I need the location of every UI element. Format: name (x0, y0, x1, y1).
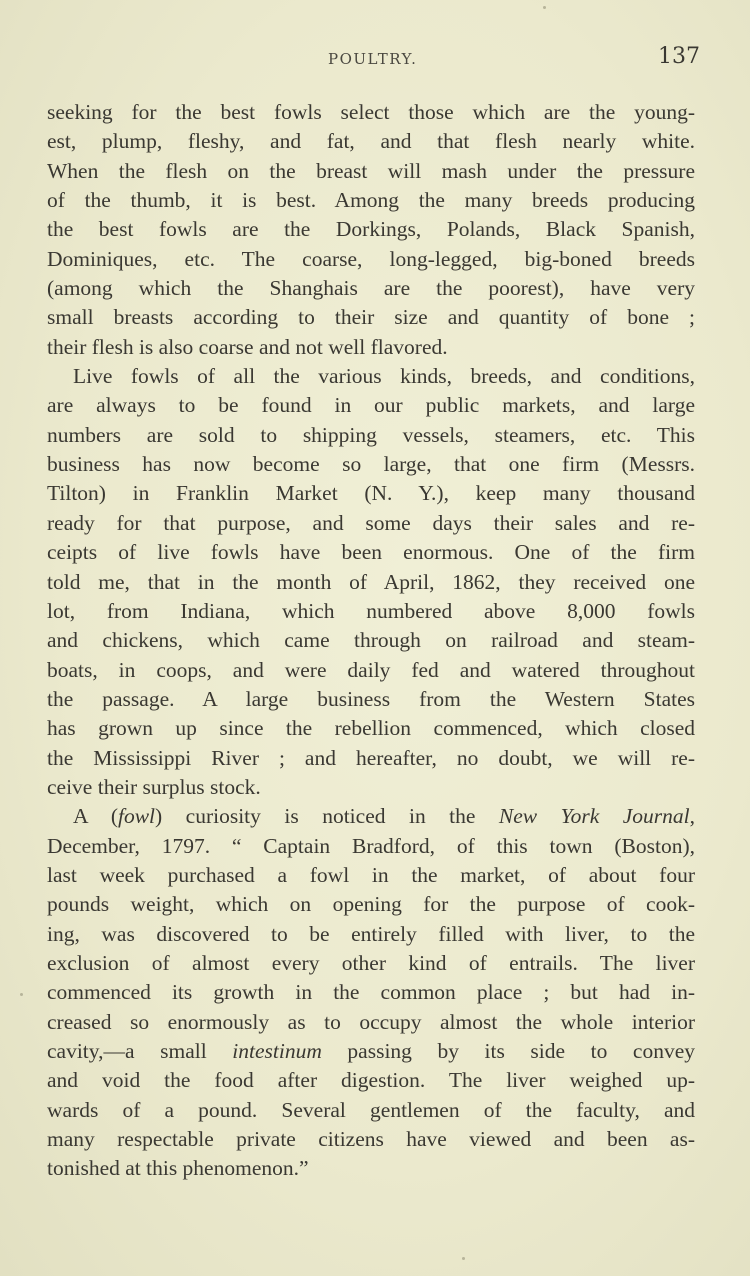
text-line: small breasts according to their size and quantity of bone ; (47, 305, 695, 330)
italic-text: fowl (117, 804, 156, 829)
text-line: exclusion of almost every other kind of entrails. The liver (47, 950, 695, 975)
text-line: the Mississippi River ; and hereafter, no doubt, we will re- (47, 745, 695, 770)
text-fragment: A ( (73, 804, 118, 829)
paragraph-3 (47, 802, 695, 1183)
italic-text: intestinum (232, 1039, 322, 1063)
text-line: ceipts of live fowls have been enormous. One of the firm (47, 540, 695, 565)
text-line: told me, that in the month of April, 1862, they received one (47, 569, 695, 594)
text-line: their flesh is also coarse and not well flavored. (47, 334, 448, 359)
text-line (47, 1037, 695, 1066)
text-fragment: ) curiosity is noticed in the (155, 804, 499, 829)
text-line: Tilton) in Franklin Market (N. Y.), keep many thousand (47, 481, 695, 506)
text-line: wards of a pound. Several gentlemen of the faculty, and (47, 1097, 695, 1122)
text-fragment: , (689, 804, 696, 829)
text-fragment: passing by its side to convey (321, 1039, 695, 1063)
text-line: creased so enormously as to occupy almost the whole interior (47, 1009, 695, 1034)
text-fragment: cavity,—a small (47, 1039, 233, 1063)
text-line: lot, from Indiana, which numbered above 8,000 fowls (47, 598, 695, 623)
text-line: est, plump, fleshy, and fat, and that flesh nearly white. (47, 129, 695, 154)
paper-speck (20, 993, 23, 996)
text-line: many respectable private citizens have viewed and been as- (47, 1127, 695, 1152)
text-line: ceive their surplus stock. (47, 774, 261, 799)
running-head: POULTRY. (328, 50, 418, 68)
text-line: ing, was discovered to be entirely filled with liver, to the (47, 921, 695, 946)
text-line: has grown up since the rebellion commenced, which closed (47, 716, 695, 741)
text-line: numbers are sold to shipping vessels, steamers, etc. This (47, 422, 695, 447)
text-line (47, 802, 695, 831)
text-line: boats, in coops, and were daily fed and watered throughout (47, 657, 695, 682)
text-line: pounds weight, which on opening for the purpose of cook- (47, 892, 695, 917)
page-number: 137 (658, 44, 700, 69)
text-line: and void the food after digestion. The liver weighed up- (47, 1068, 695, 1093)
text-line: (among which the Shanghais are the poorest), have very (47, 276, 695, 301)
text-line: last week purchased a fowl in the market, of about four (47, 862, 695, 887)
text-line: ready for that purpose, and some days their sales and re- (47, 510, 695, 535)
text-line: the passage. A large business from the Western States (47, 686, 695, 711)
text-line: of the thumb, it is best. Among the many breeds producing (47, 188, 695, 213)
text-line: December, 1797. “ Captain Bradford, of this town (Boston), (47, 833, 695, 858)
text-line: tonished at this phenomenon.” (47, 1156, 309, 1181)
paragraph-1 (47, 98, 695, 362)
text-line: the best fowls are the Dorkings, Polands, Black Spanish, (47, 217, 695, 242)
body-text (47, 98, 695, 1184)
paragraph-2 (47, 362, 695, 802)
text-line: Dominiques, etc. The coarse, long-legged, big-boned breeds (47, 246, 695, 271)
text-line: commenced its growth in the common place ; but had in- (47, 980, 695, 1005)
paper-speck (462, 1257, 465, 1260)
text-line: When the flesh on the breast will mash under the pressure (47, 158, 695, 183)
text-line: seeking for the best fowls select those which are the young- (47, 100, 695, 124)
paper-speck (543, 6, 546, 9)
text-line: and chickens, which came through on railroad and steam- (47, 628, 695, 653)
journal-title: New York Journal (498, 804, 690, 829)
text-line: Live fowls of all the various kinds, breeds, and conditions, (73, 364, 695, 389)
text-line: business has now become so large, that one firm (Messrs. (47, 452, 695, 477)
text-line: are always to be found in our public markets, and large (47, 393, 695, 418)
